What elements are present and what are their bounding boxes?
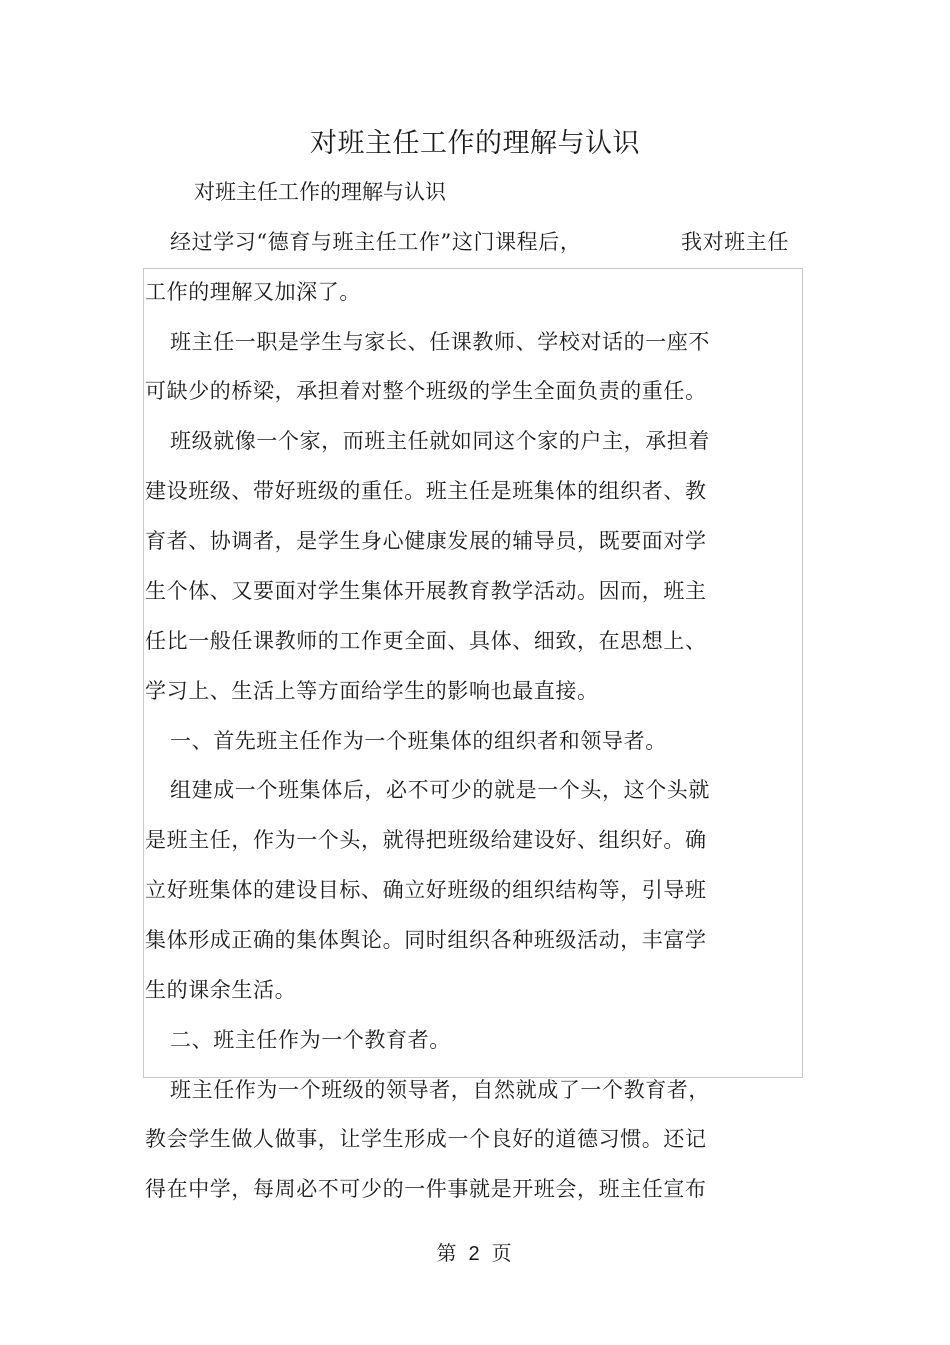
page-number-value: 2 xyxy=(468,1243,482,1265)
paragraph-line: 经过学习“德育与班主任工作”这门课程后， xyxy=(170,230,582,254)
section-heading: 一、首先班主任作为一个班集体的组织者和领导者。 xyxy=(170,729,667,753)
paragraph-line: 生的课余生活。 xyxy=(145,978,297,1002)
paragraph-line: 立好班集体的建设目标、确立好班级的组织结构等，引导班 xyxy=(145,878,707,902)
page-number-suffix: 页 xyxy=(491,1241,514,1265)
paragraph-line: 集体形成正确的集体舆论。同时组织各种班级活动，丰富学 xyxy=(145,928,707,952)
paragraph-line: 得在中学，每周必不可少的一件事就是开班会，班主任宣布 xyxy=(145,1177,707,1201)
paragraph-line: 是班主任，作为一个头，就得把班级给建设好、组织好。确 xyxy=(145,828,707,852)
paragraph-line: 学习上、生活上等方面给学生的影响也最直接。 xyxy=(145,679,599,703)
page-number-prefix: 第 xyxy=(436,1241,459,1265)
paragraph-line: 班级就像一个家，而班主任就如同这个家的户主，承担着 xyxy=(170,429,710,453)
paragraph-line: 我对班主任 xyxy=(681,230,789,254)
paragraph-line: 建设班级、带好班级的重任。班主任是班集体的组织者、教 xyxy=(145,479,707,503)
paragraph-line: 班主任一职是学生与家长、任课教师、学校对话的一座不 xyxy=(170,330,710,354)
paragraph-line: 育者、协调者，是学生身心健康发展的辅导员，既要面对学 xyxy=(145,529,707,553)
page-number xyxy=(0,1237,950,1270)
paragraph-line: 任比一般任课教师的工作更全面、具体、细致，在思想上、 xyxy=(145,629,707,653)
paragraph-line: 工作的理解又加深了。 xyxy=(145,280,361,304)
paragraph-line: 可缺少的桥梁，承担着对整个班级的学生全面负责的重任。 xyxy=(145,379,707,403)
paragraph-line: 教会学生做人做事，让学生形成一个良好的道德习惯。还记 xyxy=(145,1127,707,1151)
paragraph-line: 组建成一个班集体后，必不可少的就是一个头，这个头就 xyxy=(170,778,710,802)
document-title: 对班主任工作的理解与认识 xyxy=(310,128,640,159)
section-heading: 二、班主任作为一个教育者。 xyxy=(170,1028,451,1052)
document-subtitle: 对班主任工作的理解与认识 xyxy=(194,180,446,204)
paragraph-line: 生个体、又要面对学生集体开展教育教学活动。因而，班主 xyxy=(145,579,707,603)
paragraph-line: 班主任作为一个班级的领导者，自然就成了一个教育者， xyxy=(170,1078,710,1102)
